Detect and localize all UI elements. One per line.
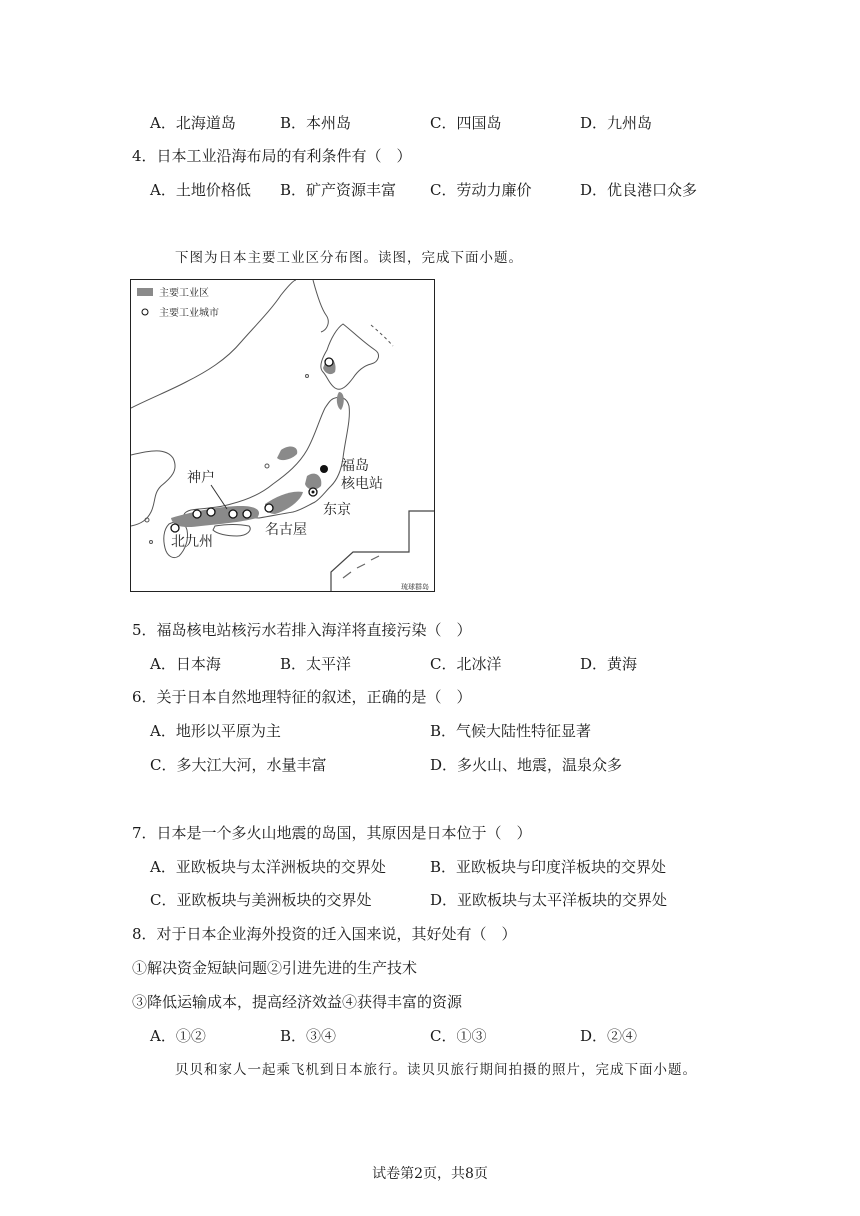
fukushima-plant-marker bbox=[320, 465, 328, 473]
ryukyu-islands bbox=[343, 556, 379, 578]
q3-option-c: C．四国岛 bbox=[430, 114, 502, 132]
city-nagoya bbox=[265, 504, 273, 512]
q4-option-d: D．优良港口众多 bbox=[580, 181, 698, 199]
city-kitakyushu bbox=[171, 524, 179, 532]
q8-option-c: C．①③ bbox=[430, 1027, 487, 1045]
q7-option-d: D．亚欧板块与太平洋板块的交界处 bbox=[430, 891, 668, 909]
city-okayama bbox=[229, 510, 237, 518]
q7-option-a: A．亚欧板块与太洋洲板块的交界处 bbox=[150, 858, 386, 876]
q4-stem: 4．日本工业沿海布局的有利条件有（ ） bbox=[132, 147, 412, 165]
city-osaka bbox=[207, 508, 215, 516]
legend-city-label: 主要工业城市 bbox=[159, 308, 219, 319]
q6-option-c: C．多大江大河，水量丰富 bbox=[150, 756, 327, 774]
q5-stem: 5．福岛核电站核污水若排入海洋将直接污染（ ） bbox=[132, 621, 472, 639]
asia-coastline bbox=[131, 280, 296, 408]
q8-statement-line-1: ①解决资金短缺问题②引进先进的生产技术 bbox=[132, 959, 418, 977]
q6-option-d: D．多火山、地震，温泉众多 bbox=[430, 756, 623, 774]
legend-area-swatch bbox=[137, 288, 153, 296]
legend-city-symbol bbox=[142, 309, 148, 315]
label-fukushima-1: 福岛 bbox=[341, 458, 369, 474]
q7-option-b: B．亚欧板块与印度洋板块的交界处 bbox=[430, 858, 667, 876]
label-nagoya: 名古屋 bbox=[265, 522, 307, 538]
city-kobe bbox=[193, 510, 201, 518]
label-ryukyu: 琉球群岛 bbox=[401, 583, 429, 591]
q8-option-b: B．③④ bbox=[280, 1027, 337, 1045]
q5-option-a: A．日本海 bbox=[150, 655, 221, 673]
label-fukushima-2: 核电站 bbox=[341, 476, 383, 492]
passage-intro-map: 下图为日本主要工业区分布图。读图，完成下面小题。 bbox=[175, 250, 523, 266]
q7-option-c: C．亚欧板块与美洲板块的交界处 bbox=[150, 891, 372, 909]
industrial-area-hokuriku bbox=[277, 447, 297, 461]
ryukyu-inset-frame bbox=[331, 511, 434, 591]
map-legend bbox=[137, 286, 219, 319]
q8-statement-line-2: ③降低运输成本，提高经济效益④获得丰富的资源 bbox=[132, 993, 463, 1011]
sakhalin-coastline bbox=[313, 280, 328, 332]
korea-coastline bbox=[131, 451, 175, 526]
q6-stem: 6．关于日本自然地理特征的叙述，正确的是（ ） bbox=[132, 688, 472, 706]
passage-intro-photos: 贝贝和家人一起乘飞机到日本旅行。读贝贝旅行期间拍摄的照片，完成下面小题。 bbox=[175, 1062, 697, 1078]
q5-option-b: B．太平洋 bbox=[280, 655, 352, 673]
q4-option-b: B．矿产资源丰富 bbox=[280, 181, 397, 199]
q3-option-d: D．九州岛 bbox=[580, 114, 653, 132]
q8-option-d: D．②④ bbox=[580, 1027, 638, 1045]
japan-industrial-map bbox=[130, 279, 435, 592]
q4-option-c: C．劳动力廉价 bbox=[430, 181, 532, 199]
city-hiroshima bbox=[243, 510, 251, 518]
kobe-leader-line bbox=[211, 485, 227, 509]
city-sapporo bbox=[325, 358, 333, 366]
q7-stem: 7．日本是一个多火山地震的岛国，其原因是日本位于（ ） bbox=[132, 824, 532, 842]
q8-stem: 8．对于日本企业海外投资的迁入国来说，其好处有（ ） bbox=[132, 925, 517, 943]
q3-option-b: B．本州岛 bbox=[280, 114, 352, 132]
legend-area-label: 主要工业区 bbox=[159, 288, 209, 299]
label-kitakyushu: 北九州 bbox=[171, 534, 213, 550]
label-kobe: 神户 bbox=[187, 470, 215, 486]
label-tokyo: 东京 bbox=[323, 502, 351, 518]
page-footer: 试卷第2页，共8页 bbox=[372, 1166, 488, 1182]
q4-option-a: A．土地价格低 bbox=[150, 181, 251, 199]
q6-option-b: B．气候大陆性特征显著 bbox=[430, 722, 592, 740]
kuril-coastline bbox=[371, 325, 393, 346]
q5-option-d: D．黄海 bbox=[580, 655, 638, 673]
q5-option-c: C．北冰洋 bbox=[430, 655, 502, 673]
q3-option-a: A．北海道岛 bbox=[150, 114, 236, 132]
q8-option-a: A．①② bbox=[150, 1027, 206, 1045]
map-svg bbox=[131, 280, 434, 591]
hokkaido-island bbox=[321, 324, 379, 389]
industrial-area-keihin bbox=[305, 474, 321, 490]
q6-option-a: A．地形以平原为主 bbox=[150, 722, 281, 740]
shikoku-island bbox=[213, 525, 250, 537]
